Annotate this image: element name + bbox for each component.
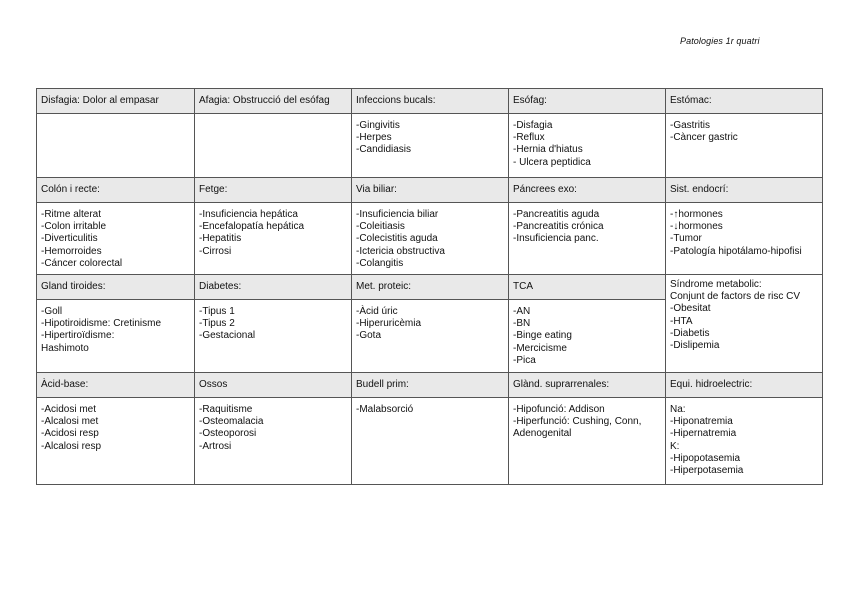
table-row — [37, 398, 823, 485]
list-item: -Alcalosi met — [41, 416, 99, 428]
document-title: Patologies 1r quatri — [680, 36, 760, 46]
table-cell — [37, 114, 195, 178]
list-item: -Hernia d'hiatus — [513, 144, 583, 156]
table-cell — [666, 114, 823, 178]
list-item: -Goll — [41, 306, 63, 317]
list-item: Na: — [670, 404, 686, 415]
table-cell — [509, 398, 666, 485]
list-item: - Ulcera peptidica — [513, 156, 591, 168]
header-cell: Equi. hidroelectric: — [666, 373, 823, 398]
table-cell — [666, 398, 823, 485]
list-item: -AN — [513, 306, 531, 317]
list-item: -Pancreatitis aguda — [513, 209, 600, 220]
list-item: -Gastritis — [670, 120, 710, 131]
list-item: -Càncer gastric — [670, 132, 738, 144]
table-cell — [195, 398, 352, 485]
header-cell: Ossos — [195, 373, 352, 398]
table-row — [37, 114, 823, 178]
header-cell: Disfagia: Dolor al empasar — [37, 89, 195, 114]
header-cell: Estómac: — [666, 89, 823, 114]
list-item: -Mercicisme — [513, 342, 567, 354]
list-item: -Tumor — [670, 233, 702, 245]
list-item: -Patología hipotálamo-hipofisi — [670, 245, 802, 257]
list-item: -Candidiasis — [356, 144, 412, 156]
pathology-table — [36, 88, 823, 485]
list-item: -Tipus 2 — [199, 318, 235, 330]
list-item: -Hipertiroïdisme: — [41, 330, 115, 342]
table-cell — [352, 300, 509, 373]
list-item: -Raquitisme — [199, 404, 253, 415]
list-item: -Osteoporosi — [199, 428, 257, 440]
header-cell: TCA — [509, 275, 666, 300]
merged-cell — [666, 275, 823, 373]
list-item: -Gestacional — [199, 330, 256, 342]
table-cell — [37, 203, 195, 275]
table-cell — [509, 300, 666, 373]
header-cell: Met. proteic: — [352, 275, 509, 300]
list-item: -Disfagia — [513, 120, 553, 131]
table-header-row — [37, 373, 823, 398]
list-item: -Pica — [513, 354, 536, 366]
list-item: -Hiperuricèmia — [356, 318, 422, 330]
list-item: Adenogenital — [513, 428, 572, 440]
list-item: -Hipofunció: Addison — [513, 404, 605, 415]
list-item: -Colecistitis aguda — [356, 233, 438, 245]
list-item: -Hipotiroidisme: Cretinisme — [41, 318, 162, 330]
list-item: -Binge eating — [513, 330, 572, 342]
header-cell: Esófag: — [509, 89, 666, 114]
list-item: -Herpes — [356, 132, 392, 144]
list-item: -HTA — [670, 315, 693, 327]
list-item: -Ictericia obstructiva — [356, 245, 445, 257]
table-cell — [352, 398, 509, 485]
list-item: -Diabetis — [670, 327, 710, 339]
list-item: Conjunt de factors de risc CV — [670, 291, 801, 303]
header-cell: Colón i recte: — [37, 178, 195, 203]
list-item: -Coleitiasis — [356, 221, 405, 233]
list-item: -Reflux — [513, 132, 545, 144]
header-cell: Via biliar: — [352, 178, 509, 203]
list-item: -BN — [513, 318, 531, 330]
list-item: -Colangitis — [356, 257, 404, 269]
list-item: -Insuficiencia panc. — [513, 233, 599, 245]
list-item: -Gingivitis — [356, 120, 400, 131]
list-item: -Hiponatremia — [670, 416, 733, 428]
table-header-row — [37, 178, 823, 203]
list-item: K: — [670, 440, 680, 452]
table-row — [37, 203, 823, 275]
header-cell: Infeccions bucals: — [352, 89, 509, 114]
list-item: -Acidosi resp — [41, 428, 99, 440]
list-item: -Alcalosi resp — [41, 440, 102, 452]
list-item: -Pancreatitis crónica — [513, 221, 604, 233]
table-cell — [352, 203, 509, 275]
list-item: -Artrosi — [199, 440, 232, 452]
table-header-row — [37, 275, 823, 300]
list-item: -Àcid úric — [356, 306, 398, 317]
header-cell: Àcid-base: — [37, 373, 195, 398]
list-item: -Gota — [356, 330, 382, 342]
header-cell: Budell prim: — [352, 373, 509, 398]
table-cell — [666, 203, 823, 275]
header-cell: Glànd. suprarrenales: — [509, 373, 666, 398]
list-item: -Dislipemia — [670, 340, 720, 352]
list-item: -Hipopotasemia — [670, 452, 741, 464]
list-item: -Hipernatremia — [670, 428, 737, 440]
list-item: -Colon irritable — [41, 221, 107, 233]
list-item: -Insuficiencia biliar — [356, 209, 439, 220]
list-item: -Encefalopatía hepática — [199, 221, 305, 233]
list-item: Hashimoto — [41, 342, 89, 354]
list-item: -Ritme alterat — [41, 209, 102, 220]
list-item: -Obesitat — [670, 303, 711, 315]
header-cell: Diabetes: — [195, 275, 352, 300]
header-cell: Afagia: Obstrucció del esófag — [195, 89, 352, 114]
list-item: -Hemorroides — [41, 245, 102, 257]
list-item: -Malabsorció — [356, 404, 414, 415]
header-cell: Fetge: — [195, 178, 352, 203]
table-cell — [195, 203, 352, 275]
list-item: -Hepatitis — [199, 233, 242, 245]
list-item: -Hiperfunció: Cushing, Conn, — [513, 416, 642, 428]
list-item: -Insuficiencia hepática — [199, 209, 298, 220]
cell-title: Síndrome metabolic: — [670, 279, 762, 290]
list-item: -Cirrosi — [199, 245, 232, 257]
list-item: -Cáncer colorectal — [41, 257, 123, 269]
table-cell — [195, 114, 352, 178]
table-cell — [352, 114, 509, 178]
header-cell: Gland tiroides: — [37, 275, 195, 300]
table-cell — [195, 300, 352, 373]
header-cell: Páncrees exo: — [509, 178, 666, 203]
list-item: -Osteomalacia — [199, 416, 264, 428]
header-cell: Sist. endocrí: — [666, 178, 823, 203]
table-cell — [509, 203, 666, 275]
list-item: -↓hormones — [670, 221, 723, 233]
list-item: -↑hormones — [670, 209, 723, 220]
table-header-row — [37, 89, 823, 114]
list-item: -Diverticulitis — [41, 233, 98, 245]
table-cell — [37, 398, 195, 485]
list-item: -Tipus 1 — [199, 306, 235, 317]
table-cell — [37, 300, 195, 373]
table-cell — [509, 114, 666, 178]
list-item: -Acidosi met — [41, 404, 97, 415]
list-item: -Hiperpotasemia — [670, 465, 744, 477]
